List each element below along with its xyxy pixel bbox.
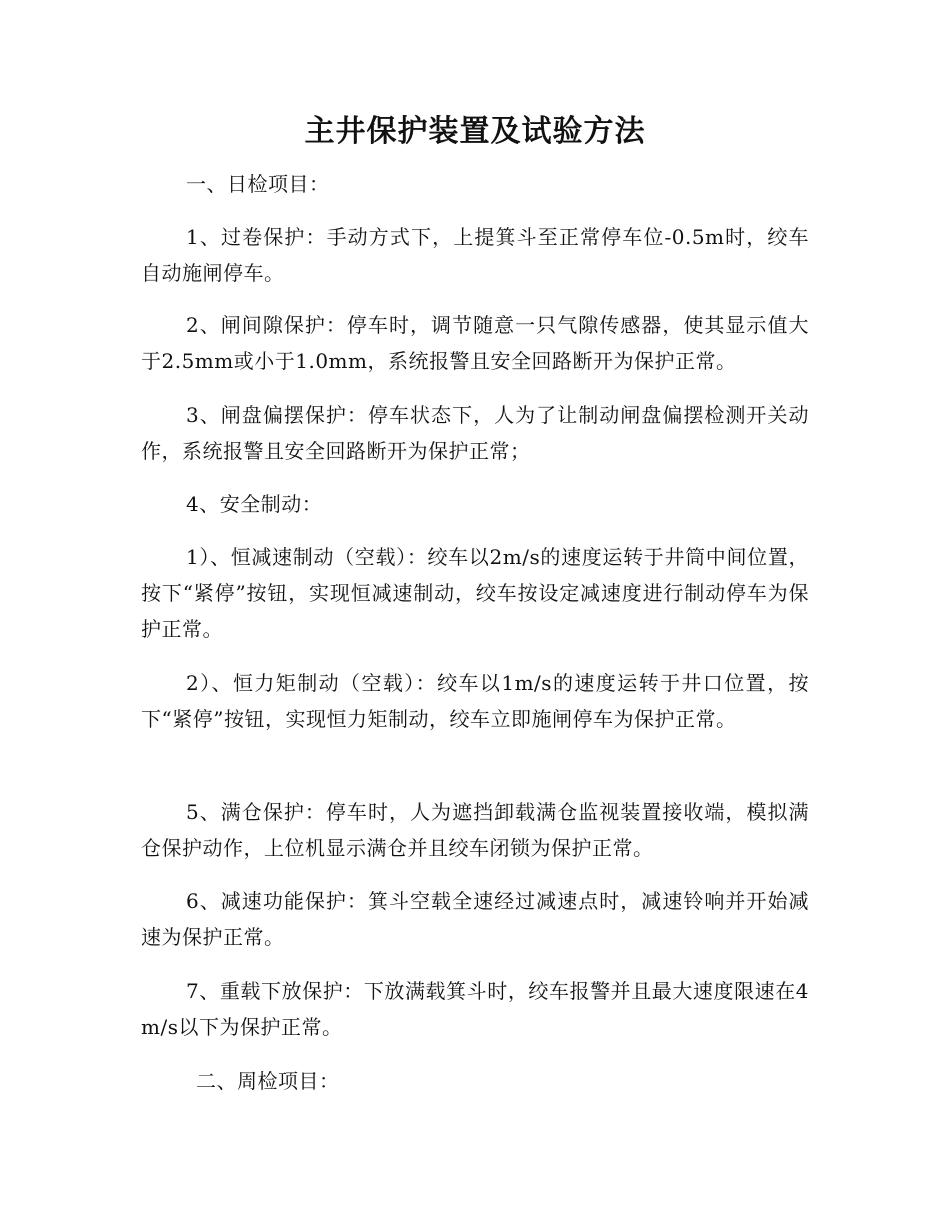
section-heading-daily: 一、日检项目：: [186, 172, 330, 196]
paragraph-overwind: 1、过卷保护：手动方式下，上提箕斗至正常停车位-0.5m时，绞车自动施闸停车。: [141, 225, 809, 285]
paragraph-heavy-lowering: 7、重载下放保护：下放满载箕斗时，绞车报警并且最大速度限速在4m/s以下为保护正常。: [141, 979, 809, 1039]
paragraph-constant-torque: 2）、恒力矩制动（空载）：绞车以1m/s的速度运转于井口位置，按下“紧停”按钮，实现恒力矩制动，绞车立即施闸停车为保护正常。: [141, 671, 809, 731]
paragraph-constant-decel: 1）、恒减速制动（空载）：绞车以2m/s的速度运转于井筒中间位置，按下“紧停”按钮，实现恒减速制动，绞车按设定减速度进行制动停车为保护正常。: [141, 545, 809, 641]
section-heading-weekly: 二、周检项目：: [196, 1069, 340, 1093]
paragraph-full-bin: 5、满仓保护：停车时，人为遮挡卸载满仓监视装置接收端，模拟满仓保护动作，上位机显示满仓并且绞车闭锁为保护正常。: [141, 800, 809, 860]
paragraph-disc-wobble: 3、闸盘偏摆保护：停车状态下，人为了让制动闸盘偏摆检测开关动作，系统报警且安全回路断开为保护正常；: [141, 403, 809, 463]
paragraph-brake-gap: 2、闸间隙保护：停车时，调节随意一只气隙传感器，使其显示值大于2.5mm或小于1.0mm，系统报警且安全回路断开为保护正常。: [141, 313, 809, 373]
paragraph-safety-brake: 4、安全制动：: [186, 492, 323, 516]
document-title: 主井保护装置及试验方法: [304, 114, 646, 149]
paragraph-deceleration: 6、减速功能保护：箕斗空载全速经过减速点时，减速铃响并开始减速为保护正常。: [141, 889, 809, 949]
